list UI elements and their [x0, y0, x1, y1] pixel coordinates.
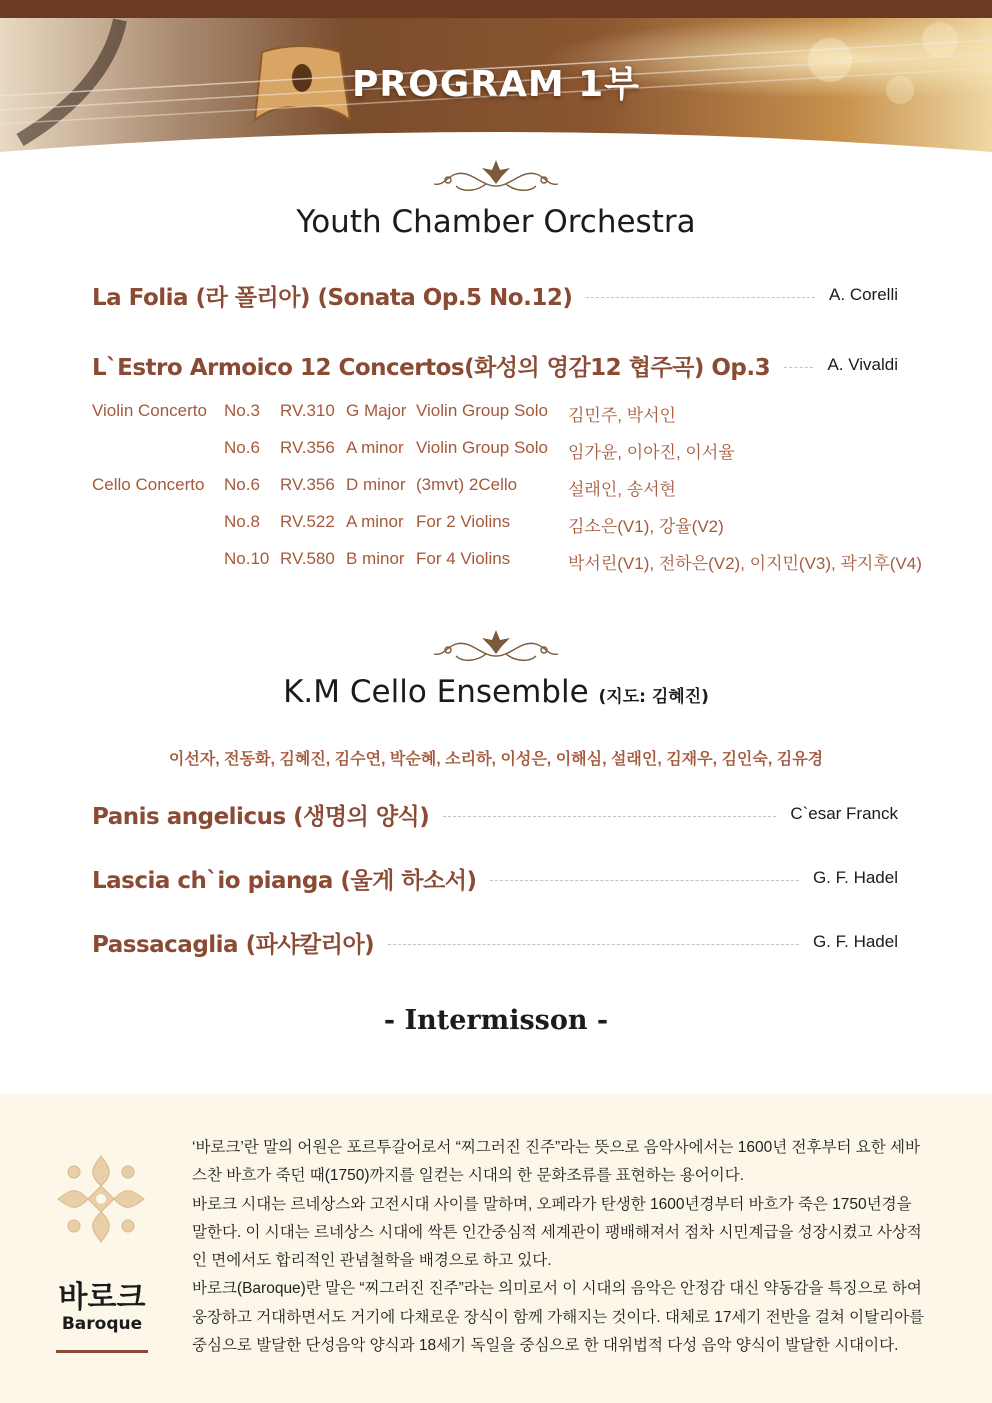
piece-title: Passacaglia (파샤칼리아): [92, 931, 375, 958]
concerto-number: No.6: [224, 438, 260, 457]
piece-title: La Folia (라 폴리아) (Sonata Op.5 No.12): [92, 284, 573, 311]
description-line: 말한다. 이 시대는 르네상스 시대에 싹튼 인간중심적 세계관이 팽배해져서 점차 시민계급을 성장시켰고 사상적: [192, 1223, 922, 1241]
baroque-label-en: Baroque: [61, 1314, 143, 1334]
dotted-leader: [490, 880, 798, 881]
director: (지도: 김혜진): [598, 687, 709, 707]
concerto-number: No.10: [224, 549, 270, 568]
concerto-key: A minor: [346, 438, 404, 457]
rv-number: RV.580: [280, 549, 335, 568]
performers: 설래인, 송서현: [568, 480, 676, 499]
concerto-description: For 2 Violins: [416, 512, 511, 531]
baroque-underline: [56, 1350, 148, 1353]
concerto-description: Violin Group Solo: [416, 401, 548, 420]
concerto-description: Violin Group Solo: [416, 438, 548, 457]
piece-title: Panis angelicus (생명의 양식): [92, 803, 430, 830]
performers: 김소은(V1), 강율(V2): [568, 517, 724, 536]
program-item: [92, 348, 898, 382]
concerto-type: Violin Concerto: [92, 401, 207, 420]
composer: A. Vivaldi: [827, 355, 898, 374]
header-banner: [0, 0, 992, 160]
section-title-cello: [0, 674, 992, 710]
description-line: ‘바로크’란 말의 어원은 포르투갈어로서 “찌그러진 진주”라는 뜻으로 음악사에서는 1600년 전후부터 요한 세바: [192, 1139, 920, 1156]
ensemble-name: K.M Cello Ensemble: [283, 674, 589, 710]
concerto-type: Cello Concerto: [92, 475, 205, 494]
concerto-key: B minor: [346, 549, 405, 568]
program-item: [92, 925, 898, 959]
ensemble-members: 이선자, 전동화, 김혜진, 김수연, 박순혜, 소리하, 이성은, 이해심, 설래인, 김재우, 김인숙, 김유경: [168, 751, 824, 768]
rv-number: RV.310: [280, 401, 335, 420]
damask-ornament-icon: [54, 1152, 148, 1246]
piece-title: L`Estro Armoico 12 Concertos(화성의 영감12 협주곡) Op.3: [92, 354, 771, 381]
concerto-number: No.8: [224, 512, 260, 531]
composer: C`esar Franck: [790, 804, 898, 823]
performers: 박서린(V1), 전하은(V2), 이지민(V3), 곽지후(V4): [568, 554, 922, 573]
composer: G. F. Hadel: [812, 868, 898, 887]
rv-number: RV.356: [280, 438, 335, 457]
description-line: 웅장하고 거대하면서도 거기에 다채로운 장식이 함께 가해지는 것이다. 대체로 17세기 전반을 걸쳐 이탈리아를: [192, 1308, 925, 1326]
performers: 김민주, 박서인: [568, 406, 676, 425]
rv-number: RV.522: [280, 512, 335, 531]
rv-number: RV.356: [280, 475, 335, 494]
composer: A. Corelli: [829, 285, 898, 304]
concerto-key: G Major: [346, 401, 407, 420]
description-line: 바로크(Baroque)란 말은 “찌그러진 진주”라는 의미로서 이 시대의 음악은 안정감 대신 약동감을 특징으로 하여: [192, 1280, 922, 1298]
performers: 임가윤, 이아진, 이서율: [568, 443, 735, 462]
baroque-description: [192, 1134, 938, 1360]
concerto-key: D minor: [346, 475, 406, 494]
program-item: [92, 797, 898, 831]
concerto-key: A minor: [346, 512, 404, 531]
baroque-label-ko: 바로크: [58, 1280, 146, 1315]
program-item: [92, 278, 898, 312]
section-title-youth: Youth Chamber Orchestra: [296, 204, 696, 240]
dotted-leader: [443, 816, 776, 817]
intermission-label: - Intermisson -: [383, 1005, 609, 1036]
description-line: 스찬 바흐가 죽던 때(1750)까지를 일컫는 시대의 한 문화조류를 표현하는 용어이다.: [192, 1167, 745, 1185]
concerto-number: No.6: [224, 475, 260, 494]
concerto-description: For 4 Violins: [416, 549, 511, 568]
dotted-leader: [784, 367, 813, 368]
dotted-leader: [388, 944, 799, 945]
description-line: 바로크 시대는 르네상스와 고전시대 사이를 말하며, 오페라가 탄생한 1600년경부터 바흐가 죽은 1750년경을: [192, 1195, 912, 1213]
concerto-description: (3mvt) 2Cello: [416, 475, 518, 494]
program-title: PROGRAM 1부: [351, 64, 641, 105]
ornament-divider-icon: [426, 156, 566, 196]
ornament-divider-icon: [426, 626, 566, 666]
piece-title: Lascia ch`io pianga (울게 하소서): [92, 867, 477, 894]
dotted-leader: [586, 297, 815, 298]
description-line: 중심으로 발달한 단성음악 양식과 18세기 독일을 중심으로 한 대위법적 다성 음악 양식이 발달한 시대이다.: [192, 1337, 899, 1355]
concerto-number: No.3: [224, 401, 260, 420]
program-item: [92, 861, 898, 895]
composer: G. F. Hadel: [812, 932, 898, 951]
description-line: 인 면에서도 합리적인 관념철학을 배경으로 하고 있다.: [192, 1252, 552, 1270]
